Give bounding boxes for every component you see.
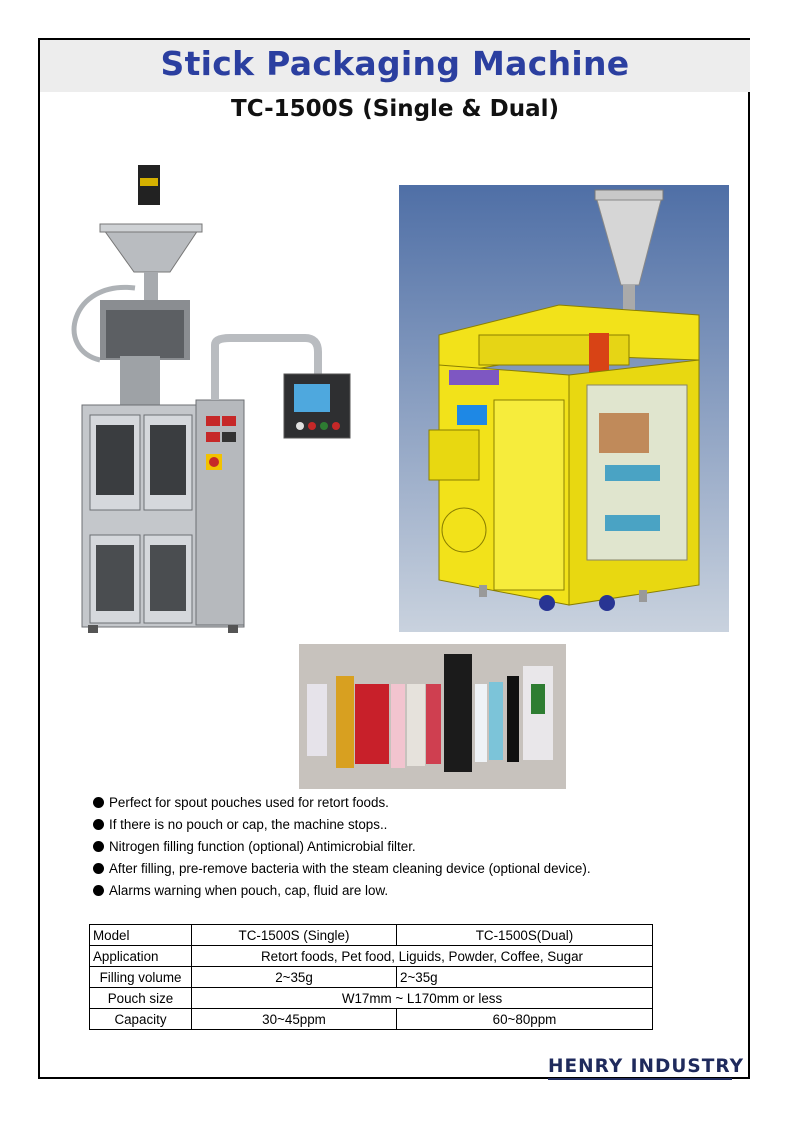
table-cell: Filling volume — [90, 967, 192, 988]
brand-name: HENRY INDUSTRY — [548, 1056, 732, 1080]
list-item: If there is no pouch or cap, the machine stops.. — [92, 814, 591, 836]
table-row — [90, 1009, 653, 1030]
list-item: Alarms warning when pouch, cap, fluid are low. — [92, 880, 591, 902]
list-item: Perfect for spout pouches used for retort foods. — [92, 792, 591, 814]
table-row — [90, 988, 653, 1009]
table-cell: Retort foods, Pet food, Liguids, Powder, Coffee, Sugar — [192, 946, 653, 967]
table-cell: 30~45ppm — [192, 1009, 397, 1030]
table-row — [90, 967, 653, 988]
table-cell: 60~80ppm — [397, 1009, 653, 1030]
machine-photo — [60, 160, 380, 638]
spec-table — [89, 924, 653, 1030]
samples-photo — [299, 644, 566, 789]
table-cell: W17mm ~ L170mm or less — [192, 988, 653, 1009]
table-cell: Capacity — [90, 1009, 192, 1030]
page-title: Stick Packaging Machine — [160, 44, 630, 83]
table-cell: TC-1500S(Dual) — [397, 925, 653, 946]
table-cell: TC-1500S (Single) — [192, 925, 397, 946]
table-cell: Model — [90, 925, 192, 946]
table-row — [90, 946, 653, 967]
model-subtitle: TC-1500S (Single & Dual) — [231, 96, 559, 122]
list-item: After filling, pre-remove bacteria with the steam cleaning device (optional device). — [92, 858, 591, 880]
table-cell: 2~35g — [397, 967, 653, 988]
table-cell: Pouch size — [90, 988, 192, 1009]
list-item: Nitrogen filling function (optional) Antimicrobial filter. — [92, 836, 591, 858]
cad-render — [399, 185, 729, 632]
feature-list — [92, 792, 591, 902]
table-cell: Application — [90, 946, 192, 967]
table-cell: 2~35g — [192, 967, 397, 988]
table-row — [90, 925, 653, 946]
